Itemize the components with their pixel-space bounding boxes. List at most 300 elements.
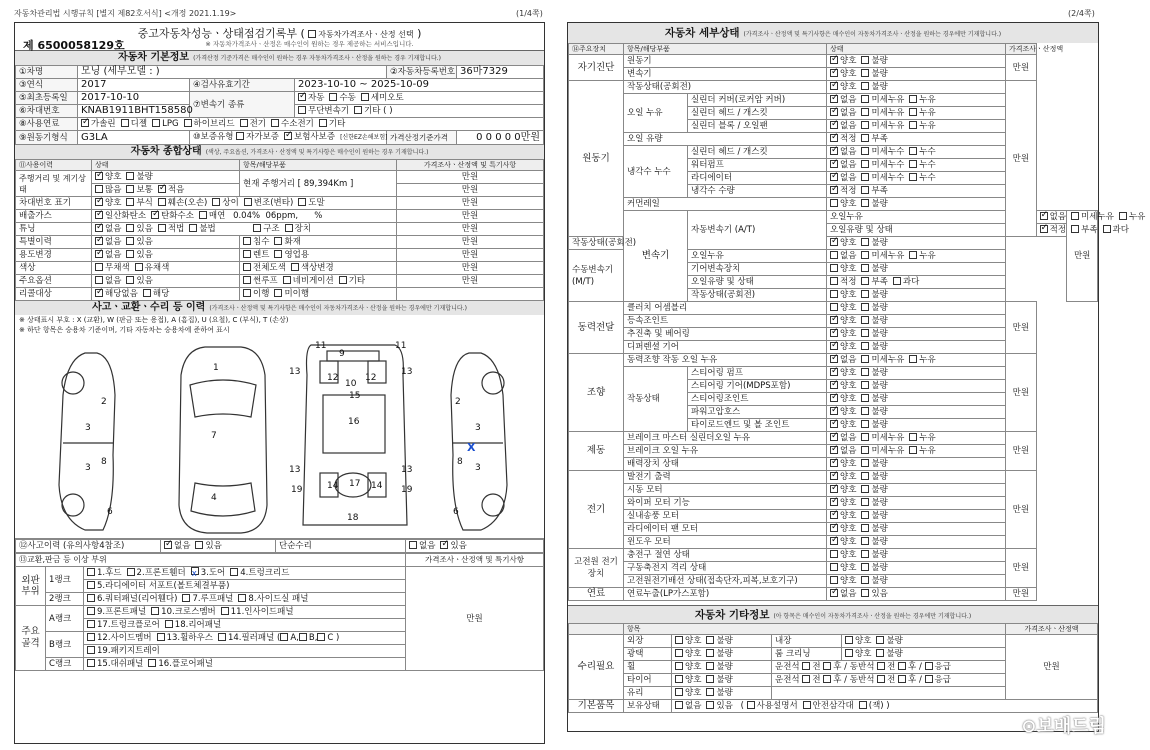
text-label: 가격조사ㆍ산정액 및 특기사항 — [406, 554, 544, 567]
status-checkbox[interactable] — [909, 355, 917, 363]
base-price: 0 0 0 0 0만원 — [457, 131, 544, 145]
text-label: 색상 — [16, 262, 92, 275]
checkbox[interactable] — [95, 276, 103, 284]
status-checkbox[interactable] — [706, 649, 714, 657]
text-label: 만원 — [397, 249, 544, 262]
status-checkbox[interactable] — [893, 277, 901, 285]
status-checkbox[interactable] — [830, 407, 838, 415]
status-checkbox[interactable] — [909, 121, 917, 129]
checkbox[interactable] — [195, 541, 203, 549]
status-checkbox[interactable] — [861, 576, 869, 584]
text-label: 없음 — [105, 237, 122, 247]
status-checkbox[interactable] — [909, 446, 917, 454]
status-checkbox[interactable] — [830, 121, 838, 129]
status-checkbox[interactable] — [830, 459, 838, 467]
status-checkbox[interactable] — [830, 303, 838, 311]
status-options — [672, 635, 772, 648]
status-checkbox[interactable] — [861, 537, 869, 545]
status-options — [1036, 224, 1129, 237]
checkbox[interactable] — [747, 701, 755, 709]
checkbox[interactable] — [823, 675, 831, 683]
checkbox[interactable] — [243, 289, 251, 297]
text-label: 차대번호 표기 — [16, 197, 92, 210]
text-label: 작동상태(공회전) — [569, 237, 624, 250]
status-checkbox[interactable] — [861, 186, 869, 194]
checkbox[interactable] — [151, 211, 159, 219]
text-label: 보험사보증 — [294, 132, 336, 142]
checkbox[interactable] — [95, 250, 103, 258]
checkbox[interactable] — [126, 172, 134, 180]
status-options — [827, 380, 1006, 393]
text-label: 0.04% — [233, 211, 261, 221]
status-options — [827, 523, 1006, 536]
text-label: 9.프론트패널 — [97, 607, 147, 617]
text-label: 구조 — [263, 224, 280, 234]
status-options — [827, 146, 1006, 159]
status-checkbox[interactable] — [861, 56, 869, 64]
text-label: 워터펌프 — [688, 159, 827, 172]
status-checkbox[interactable] — [830, 290, 838, 298]
status-checkbox[interactable] — [1040, 212, 1048, 220]
text-label: 만원 — [397, 197, 544, 210]
text-label: 보통 — [136, 185, 153, 195]
status-checkbox[interactable] — [861, 524, 869, 532]
status-checkbox[interactable] — [861, 420, 869, 428]
text-label: (색상, 주요옵션, 가격조사ㆍ산정액 및 특기사항은 매수인이 원하는 경우 기재합니다.) — [205, 149, 429, 156]
status-checkbox[interactable] — [706, 662, 714, 670]
checkbox[interactable] — [184, 119, 192, 127]
checkbox[interactable] — [152, 119, 160, 127]
status-checkbox[interactable] — [845, 649, 853, 657]
status-checkbox[interactable] — [861, 589, 869, 597]
text-label: 자기진단 — [569, 55, 624, 81]
status-checkbox[interactable] — [675, 636, 683, 644]
checkbox[interactable] — [706, 701, 714, 709]
checkbox[interactable] — [87, 568, 95, 576]
status-checkbox[interactable] — [861, 264, 869, 272]
status-checkbox[interactable] — [861, 134, 869, 142]
checkbox[interactable] — [221, 607, 229, 615]
checkbox[interactable] — [802, 675, 810, 683]
checkbox[interactable] — [877, 662, 885, 670]
checkbox[interactable] — [218, 633, 226, 641]
checkbox[interactable] — [243, 263, 251, 271]
checkbox[interactable] — [126, 276, 134, 284]
status-checkbox[interactable] — [830, 485, 838, 493]
status-checkbox[interactable] — [861, 95, 869, 103]
status-checkbox[interactable] — [1119, 212, 1127, 220]
status-label: 양호 — [840, 537, 857, 547]
checkbox[interactable] — [182, 594, 190, 602]
status-checkbox[interactable] — [845, 636, 853, 644]
status-checkbox[interactable] — [830, 316, 838, 324]
status-checkbox[interactable] — [830, 277, 838, 285]
status-checkbox[interactable] — [861, 433, 869, 441]
text-label: 수동 — [339, 93, 356, 103]
checkbox[interactable] — [135, 263, 143, 271]
checkbox[interactable] — [165, 620, 173, 628]
checkbox[interactable] — [361, 93, 369, 101]
checkbox[interactable] — [243, 250, 251, 258]
status-checkbox[interactable] — [876, 636, 884, 644]
checkbox[interactable] — [87, 659, 95, 667]
checkbox[interactable] — [298, 106, 306, 114]
status-checkbox[interactable] — [861, 303, 869, 311]
status-checkbox[interactable] — [830, 108, 838, 116]
exchange-parts-table: ⑬교환,판금 등 이상 부위 가격조사ㆍ산정액 및 특기사항 외판부위 1랭크 1.후드 2.프론트휀더 x 3.도어 4.트렁크리드 만원 5.라디에이터 서포트(볼트체결부품) 2랭크 6.쿼터패널(리어휀다) 7.루프패널 8.사이드실 패널 주요골격 A랭크 9.프론트패널 10.크로스멤버 11.인사이드패널 17.트렁크플로어 18.리어패널 B랭크 12.사이드멤버 13.휠하우스 14.필러패널 ( A, B, C ) 19.패키지트레이 C랭크 15.대쉬패널 16.플로어패널 — [15, 553, 544, 671]
status-checkbox[interactable] — [830, 368, 838, 376]
text-label: 11.인사이드패널 — [230, 607, 294, 617]
text-label: 가격산정기준가격 — [387, 131, 457, 145]
status-checkbox[interactable] — [861, 69, 869, 77]
checkbox[interactable] — [285, 224, 293, 232]
status-checkbox[interactable] — [830, 446, 838, 454]
status-checkbox[interactable] — [830, 342, 838, 350]
checkbox[interactable] — [95, 289, 103, 297]
checkbox[interactable] — [440, 541, 448, 549]
status-checkbox[interactable] — [675, 662, 683, 670]
text-label: ⑭주요장치 — [569, 44, 624, 55]
checkbox[interactable] — [236, 132, 244, 140]
checkbox[interactable] — [284, 132, 292, 140]
checkbox[interactable] — [675, 701, 683, 709]
checkbox[interactable] — [925, 675, 933, 683]
checkbox[interactable] — [158, 224, 166, 232]
text-label: 스티어링 펌프 — [688, 367, 827, 380]
checkbox[interactable] — [280, 633, 288, 641]
status-checkbox[interactable] — [1071, 225, 1079, 233]
status-checkbox[interactable] — [861, 407, 869, 415]
text-label: 스티어링 기어(MDPS포함) — [688, 380, 827, 393]
checkbox[interactable] — [803, 701, 811, 709]
text-label: 리콜대상 — [16, 288, 92, 301]
status-checkbox[interactable] — [909, 160, 917, 168]
status-options — [827, 237, 1006, 250]
status-label: 양호 — [840, 550, 857, 560]
text-label: 내장 — [772, 635, 842, 648]
checkbox[interactable] — [199, 211, 207, 219]
text-label: 17.트렁크플로어 — [97, 620, 160, 630]
status-checkbox[interactable] — [861, 199, 869, 207]
status-checkbox[interactable] — [1103, 225, 1111, 233]
status-checkbox[interactable] — [830, 550, 838, 558]
status-checkbox[interactable] — [861, 511, 869, 519]
warranty-options — [190, 131, 387, 145]
status-checkbox[interactable] — [861, 147, 869, 155]
checkbox[interactable] — [126, 198, 134, 206]
status-label: 없음 — [840, 433, 857, 443]
status-checkbox[interactable] — [1040, 225, 1048, 233]
checkbox[interactable] — [143, 289, 151, 297]
status-label: 불량 — [871, 563, 888, 573]
text-label: 무단변속기 — [308, 106, 350, 116]
text-label: 냉각수 수량 — [688, 185, 827, 198]
text-label: 양호 — [105, 198, 122, 208]
checkbox[interactable] — [299, 633, 307, 641]
status-checkbox[interactable] — [830, 160, 838, 168]
status-checkbox[interactable] — [830, 82, 838, 90]
status-checkbox[interactable] — [861, 381, 869, 389]
status-checkbox[interactable] — [830, 433, 838, 441]
text-label: ②자동차등록번호 — [387, 66, 457, 79]
status-label: 적정 — [1049, 225, 1067, 235]
status-options — [827, 172, 1006, 185]
status-label: 양호 — [685, 636, 702, 646]
status-checkbox[interactable] — [675, 649, 683, 657]
status-checkbox[interactable] — [861, 108, 869, 116]
status-options — [827, 120, 1006, 133]
text-label: 연료 — [569, 588, 624, 601]
price-survey-checkbox[interactable] — [308, 30, 316, 38]
status-checkbox[interactable] — [861, 459, 869, 467]
status-checkbox[interactable] — [909, 433, 917, 441]
status-label: 없음 — [840, 160, 857, 170]
status-checkbox[interactable] — [830, 173, 838, 181]
checkbox[interactable] — [240, 119, 248, 127]
text-label: 시동 모터 — [624, 484, 827, 497]
status-checkbox[interactable] — [861, 342, 869, 350]
checkbox[interactable] — [158, 185, 166, 193]
checkbox[interactable] — [319, 119, 327, 127]
status-checkbox[interactable] — [909, 147, 917, 155]
text-label: 전 — [812, 675, 821, 685]
text-label: 유리 — [624, 687, 672, 700]
status-checkbox[interactable] — [861, 316, 869, 324]
text-label: ⑥차대번호 — [16, 105, 78, 118]
checkbox[interactable] — [87, 594, 95, 602]
status-checkbox[interactable] — [861, 563, 869, 571]
status-checkbox[interactable] — [830, 186, 838, 194]
status-checkbox[interactable] — [861, 173, 869, 181]
text-label: 실내송풍 모터 — [624, 510, 827, 523]
checkbox[interactable] — [291, 263, 299, 271]
checkbox[interactable] — [95, 263, 103, 271]
status-label: 양호 — [855, 649, 872, 659]
status-checkbox[interactable] — [861, 329, 869, 337]
text-label: 만원 — [397, 236, 544, 249]
checkbox[interactable] — [157, 633, 165, 641]
checkbox[interactable] — [243, 276, 251, 284]
text-label: 원동기 — [569, 81, 624, 237]
status-checkbox[interactable] — [830, 199, 838, 207]
status-options — [827, 419, 1006, 432]
checkbox[interactable] — [898, 675, 906, 683]
checkbox[interactable] — [243, 237, 251, 245]
status-label: 없음 — [840, 147, 857, 157]
status-checkbox[interactable] — [830, 420, 838, 428]
status-checkbox[interactable] — [861, 160, 869, 168]
checkbox[interactable] — [329, 93, 337, 101]
status-checkbox[interactable] — [706, 636, 714, 644]
status-checkbox[interactable] — [830, 264, 838, 272]
checkbox[interactable] — [87, 633, 95, 641]
checkbox[interactable] — [802, 662, 810, 670]
checkbox[interactable] — [189, 224, 197, 232]
checkbox[interactable] — [274, 237, 282, 245]
text-label: 오일누유 — [827, 211, 1006, 224]
checkbox[interactable] — [126, 185, 134, 193]
status-label: 미세누유 — [871, 446, 905, 456]
status-options — [827, 445, 1006, 458]
checkbox[interactable] — [298, 93, 306, 101]
checkbox[interactable] — [95, 211, 103, 219]
checkbox[interactable] — [230, 568, 238, 576]
status-checkbox[interactable] — [830, 95, 838, 103]
checkbox[interactable] — [87, 607, 95, 615]
checkbox[interactable] — [126, 237, 134, 245]
status-checkbox[interactable] — [830, 355, 838, 363]
status-checkbox[interactable] — [861, 472, 869, 480]
status-checkbox[interactable] — [861, 498, 869, 506]
text-label: 네비게이션 — [292, 276, 334, 286]
status-checkbox[interactable] — [861, 368, 869, 376]
status-checkbox[interactable] — [861, 238, 869, 246]
checkbox[interactable] — [95, 237, 103, 245]
status-checkbox[interactable] — [830, 329, 838, 337]
status-options — [827, 250, 1006, 263]
status-label: 양호 — [840, 316, 857, 326]
status-options — [827, 341, 1006, 354]
status-checkbox[interactable] — [861, 485, 869, 493]
checkbox[interactable] — [354, 106, 362, 114]
status-checkbox[interactable] — [830, 472, 838, 480]
status-checkbox[interactable] — [830, 238, 838, 246]
checkbox[interactable] — [274, 289, 282, 297]
car-outline-drawing — [15, 335, 546, 539]
checkbox[interactable] — [212, 198, 220, 206]
status-label: 부족 — [1081, 225, 1098, 235]
checkbox[interactable] — [87, 581, 95, 589]
checkbox[interactable] — [238, 594, 246, 602]
status-checkbox[interactable] — [830, 394, 838, 402]
text-label: 없음 — [419, 541, 436, 551]
checkbox[interactable] — [87, 620, 95, 628]
status-checkbox[interactable] — [909, 251, 917, 259]
checkbox[interactable] — [95, 198, 103, 206]
text-label: 동력조향 작동 오일 누유 — [624, 354, 827, 367]
text-label: 주행거리 및 계기상태 — [16, 171, 92, 197]
checkbox[interactable]: x — [191, 569, 197, 579]
status-checkbox[interactable] — [830, 69, 838, 77]
status-checkbox[interactable] — [861, 121, 869, 129]
checkbox[interactable] — [95, 224, 103, 232]
checkbox[interactable] — [158, 198, 166, 206]
checkbox[interactable] — [823, 662, 831, 670]
checkbox[interactable] — [274, 250, 282, 258]
status-checkbox[interactable] — [861, 251, 869, 259]
status-checkbox[interactable] — [861, 550, 869, 558]
text-label: 변조(변타) — [253, 198, 294, 208]
status-checkbox[interactable] — [706, 688, 714, 696]
text-label: % — [314, 211, 323, 221]
status-label: 누수 — [919, 160, 936, 170]
status-checkbox[interactable] — [909, 108, 917, 116]
checkbox[interactable] — [164, 541, 172, 549]
status-label: 양호 — [840, 69, 857, 79]
status-label: 미세누유 — [871, 108, 905, 118]
status-checkbox[interactable] — [861, 446, 869, 454]
status-options — [827, 510, 1006, 523]
checkbox[interactable] — [127, 568, 135, 576]
status-checkbox[interactable] — [830, 563, 838, 571]
status-checkbox[interactable] — [876, 649, 884, 657]
checkbox[interactable] — [148, 659, 156, 667]
engine-type: G3LA — [78, 131, 190, 145]
status-checkbox[interactable] — [675, 688, 683, 696]
text-label: 실린더 헤드 / 개스킷 — [688, 107, 827, 120]
status-checkbox[interactable] — [830, 576, 838, 584]
status-options — [827, 302, 1006, 315]
status-checkbox[interactable] — [1071, 212, 1079, 220]
status-checkbox[interactable] — [861, 82, 869, 90]
status-checkbox[interactable] — [909, 173, 917, 181]
status-checkbox[interactable] — [830, 381, 838, 389]
checkbox[interactable] — [151, 607, 159, 615]
status-checkbox[interactable] — [830, 134, 838, 142]
checkbox[interactable] — [95, 172, 103, 180]
status-checkbox[interactable] — [909, 95, 917, 103]
status-checkbox[interactable] — [830, 56, 838, 64]
text-label: 06ppm, — [265, 211, 299, 221]
checkbox[interactable] — [859, 701, 867, 709]
status-checkbox[interactable] — [830, 537, 838, 545]
checkbox[interactable] — [898, 662, 906, 670]
status-checkbox[interactable] — [861, 290, 869, 298]
text-label: 배출가스 — [16, 210, 92, 223]
text-label: 라디에이터 — [688, 172, 827, 185]
text-label: 있음 — [716, 701, 733, 711]
status-checkbox[interactable] — [830, 251, 838, 259]
status-checkbox[interactable] — [861, 394, 869, 402]
status-checkbox[interactable] — [675, 675, 683, 683]
text-label: 불법 — [199, 224, 216, 234]
status-label: 불량 — [871, 316, 888, 326]
text-label: 가격조사ㆍ산정액 — [1006, 624, 1098, 635]
text-label: 전체도색 — [253, 263, 286, 273]
status-label: 불량 — [871, 329, 888, 339]
checkbox[interactable] — [409, 541, 417, 549]
status-checkbox[interactable] — [830, 147, 838, 155]
status-checkbox[interactable] — [861, 355, 869, 363]
checkbox[interactable] — [87, 646, 95, 654]
checkbox[interactable] — [244, 198, 252, 206]
checkbox[interactable] — [126, 250, 134, 258]
checkbox[interactable] — [298, 198, 306, 206]
checkbox[interactable] — [95, 185, 103, 193]
status-checkbox[interactable] — [861, 277, 869, 285]
status-checkbox[interactable] — [830, 589, 838, 597]
status-checkbox[interactable] — [830, 511, 838, 519]
checkbox[interactable] — [925, 662, 933, 670]
checkbox[interactable] — [877, 675, 885, 683]
text-label: 무채색 — [105, 263, 130, 273]
overall-status-title — [15, 145, 544, 159]
form-reference: 자동차관리법 시행규칙 [별지 제82호서식] <개정 2021.1.19> — [14, 9, 237, 18]
text-label: ①차명 — [16, 66, 78, 79]
checkbox[interactable] — [121, 119, 129, 127]
status-checkbox[interactable] — [830, 524, 838, 532]
checkbox[interactable] — [271, 119, 279, 127]
checkbox[interactable] — [253, 224, 261, 232]
checkbox[interactable] — [126, 224, 134, 232]
checkbox[interactable] — [317, 633, 325, 641]
checkbox[interactable] — [283, 276, 291, 284]
text-label: 항목/해당부품 — [624, 44, 827, 55]
status-checkbox[interactable] — [706, 675, 714, 683]
checkbox[interactable] — [81, 119, 89, 127]
checkbox[interactable] — [339, 276, 347, 284]
status-checkbox[interactable] — [830, 498, 838, 506]
